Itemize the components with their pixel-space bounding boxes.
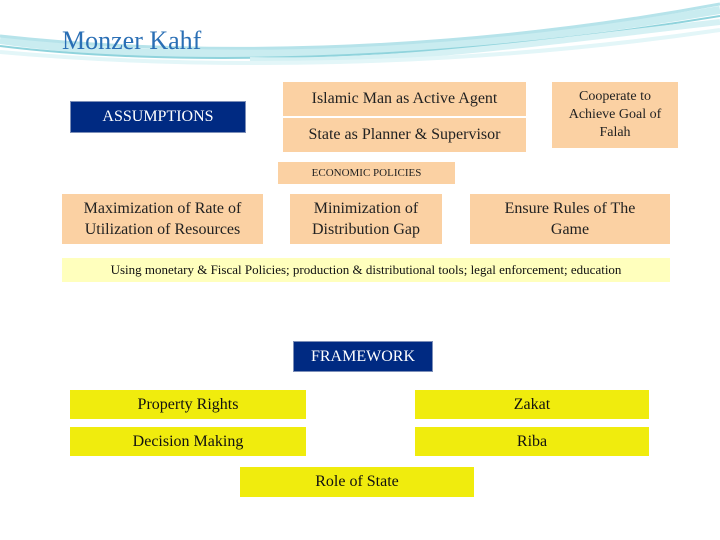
- goal-line: Achieve Goal of: [568, 107, 662, 122]
- policy-line: Maximization of Rate of: [83, 200, 242, 217]
- goal-falah-box: [552, 82, 678, 148]
- framework-riba: Riba: [415, 427, 649, 456]
- framework-decision-making: Decision Making: [70, 427, 306, 456]
- policy-line: Minimization of: [313, 200, 419, 217]
- policy-maximization: [62, 194, 263, 244]
- policy-line: Game: [550, 221, 590, 238]
- policy-minimization: [290, 194, 442, 244]
- assumptions-label: ASSUMPTIONS: [70, 101, 246, 133]
- economic-policies-label: ECONOMIC POLICIES: [278, 162, 455, 184]
- framework-zakat: Zakat: [415, 390, 649, 419]
- policy-line: Utilization of Resources: [84, 221, 241, 238]
- framework-property-rights: Property Rights: [70, 390, 306, 419]
- framework-role-of-state: Role of State: [240, 467, 474, 497]
- goal-line: Cooperate to: [579, 89, 651, 104]
- policy-tools-bar: Using monetary & Fiscal Policies; production & distributional tools; legal enforcement; education: [62, 258, 670, 282]
- framework-label: FRAMEWORK: [293, 341, 433, 372]
- policy-line: Distribution Gap: [312, 221, 420, 238]
- policy-rules-of-game: [470, 194, 670, 244]
- goal-line: Falah: [599, 125, 631, 140]
- assumption-state-planner: State as Planner & Supervisor: [283, 118, 526, 152]
- page-title: Monzer Kahf: [62, 26, 202, 55]
- assumption-islamic-man: Islamic Man as Active Agent: [283, 82, 526, 116]
- policy-line: Ensure Rules of The: [504, 200, 636, 217]
